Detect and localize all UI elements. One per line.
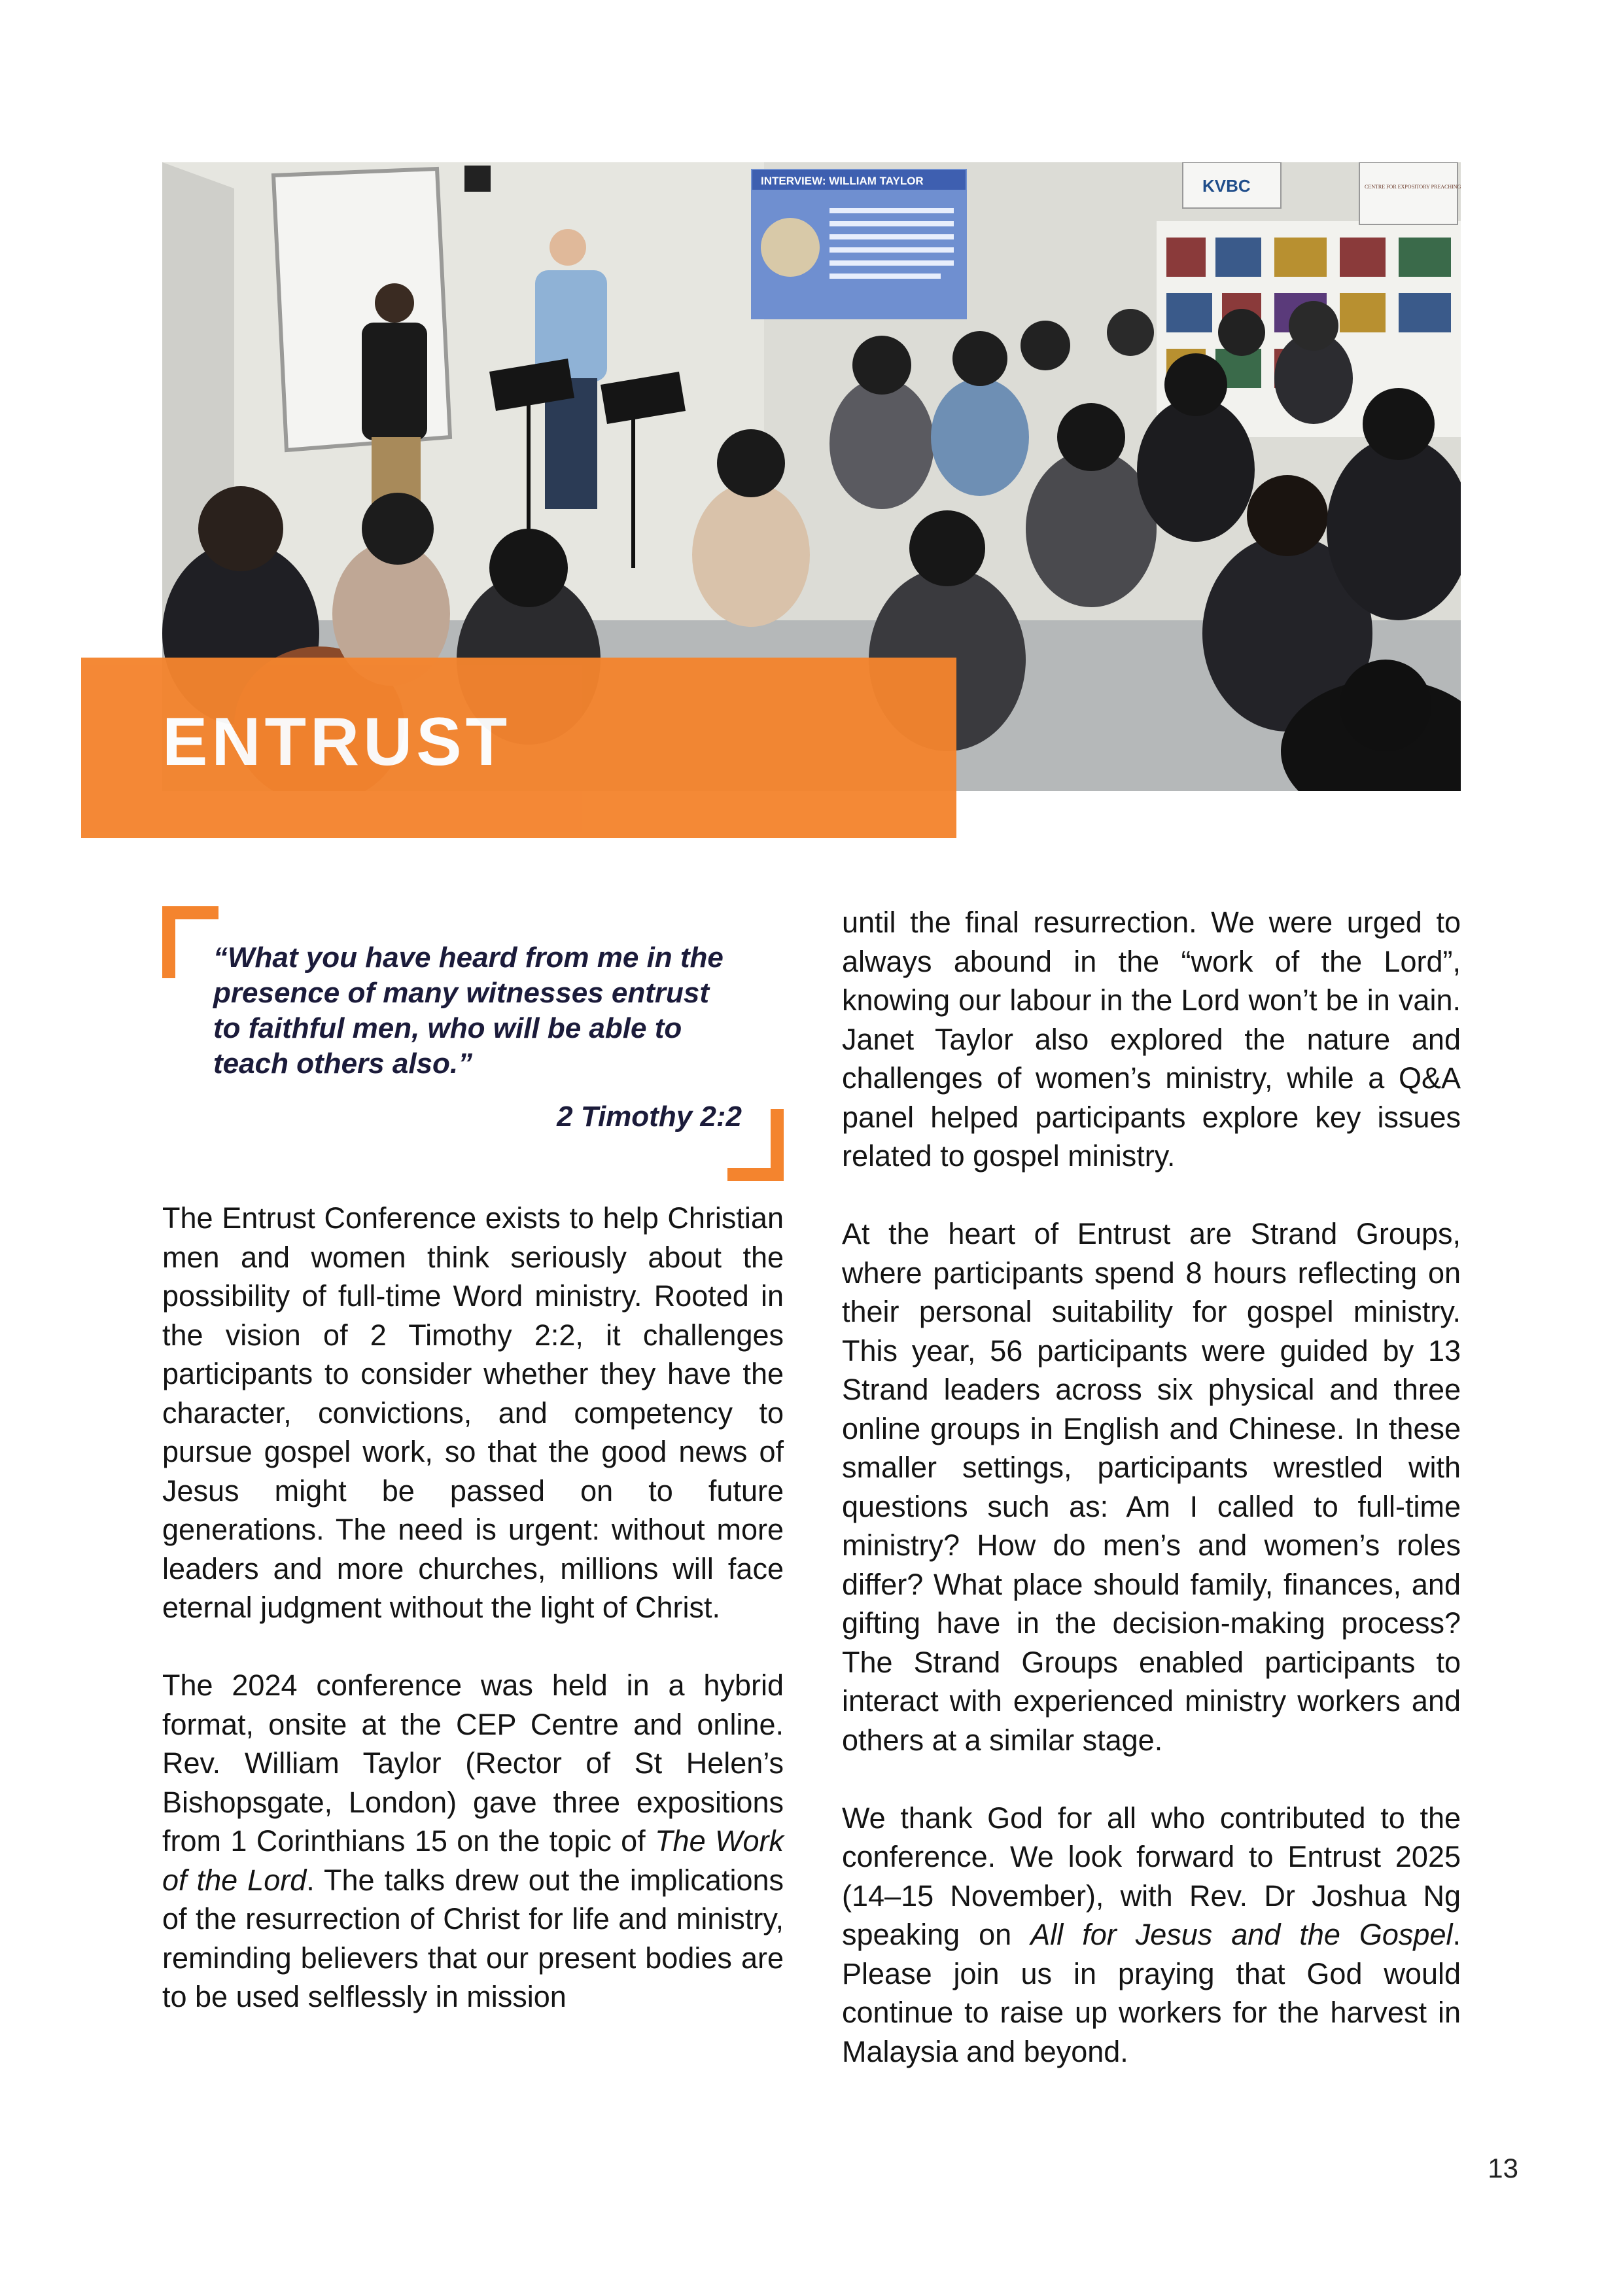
scripture-quote xyxy=(162,906,784,1181)
right-column xyxy=(842,903,1461,2110)
quote-text: “What you have heard from me in the presence of many witnesses entrust to faithful men, who will be able to teach others also.” xyxy=(213,942,724,1080)
paragraph-resurrection: until the final resurrection. We were urged to always abound in the “work of the Lord”, knowing our labour in the Lord won’t be in vain. Janet Taylor also explored the nature and challenges of women’s ministry, while a Q&A panel helped participants explore key issues related to gospel ministry. xyxy=(842,906,1461,1173)
paragraph-purpose: The Entrust Conference exists to help Christian men and women think seriously about the possibility of full-time Word ministry. Rooted in the vision of 2 Timothy 2:2, it challenges participants to consider whether they have the character, convictions, and competency to pursue gospel work, so that the good news of Jesus might be passed on to future generations. The need is urgent: without more leaders and more churches, millions will face eternal judgment without the light of Christ. xyxy=(162,1201,784,1624)
paragraph-text: The 2024 conference was held in a hybrid format, onsite at the CEP Centre and online. Rev. William Taylor (Rector of St Helen’s Bishopsgate, London) gave three expositions from 1 Corinthians 15 on the topic of xyxy=(162,1669,784,1858)
paragraph-strand-groups: At the heart of Entrust are Strand Groups, where participants spend 8 hours reflecting on their personal suitability for gospel ministry. This year, 56 participants were guided by 13 Strand leaders across six physical and three online groups in English and Chinese. In these smaller settings, participants wrestled with questions such as: Am I called to full-time ministry? How do men’s and women’s roles differ? What place should family, finances, and gifting have in the decision-making process? The Strand Groups enabled participants to interact with experienced ministry workers and others at a similar stage. xyxy=(842,1217,1461,1757)
slide-title: INTERVIEW: WILLIAM TAYLOR xyxy=(761,175,924,187)
left-column xyxy=(162,1199,784,2055)
talk-topic-title: All for Jesus and the Gospel xyxy=(1030,1918,1453,1951)
sign-ccep: CENTRE FOR EXPOSITORY PREACHING xyxy=(1365,184,1461,190)
section-title: ENTRUST xyxy=(162,704,512,780)
paragraph-text: We thank God for all who contributed to the conference. We look forward to Entrust 2025 (14–15 November), with Rev. Dr Joshua Ng speaking on xyxy=(842,1801,1461,1951)
paragraph-text: . Please join us in praying that God would continue to raise up workers for the harvest in Malaysia and beyond. xyxy=(842,1918,1461,2068)
paragraph-thanks xyxy=(842,1799,1461,2072)
talk-series-title: The Work of the Lord xyxy=(162,1824,784,1897)
section-banner xyxy=(81,658,956,838)
page-number: 13 xyxy=(1488,2153,1518,2183)
quote-bracket-close-icon xyxy=(727,1109,784,1181)
paragraph-text: . The talks drew out the implications of the resurrection of Christ for life and ministry, reminding believers that our present bodies are to be used selflessly in mission xyxy=(162,1863,784,2013)
sign-kvbc: KVBC xyxy=(1202,176,1251,196)
quote-reference: 2 Timothy 2:2 xyxy=(557,1101,742,1133)
quote-bracket-open-icon xyxy=(162,906,218,978)
paragraph-conference-2024 xyxy=(162,1666,784,2017)
